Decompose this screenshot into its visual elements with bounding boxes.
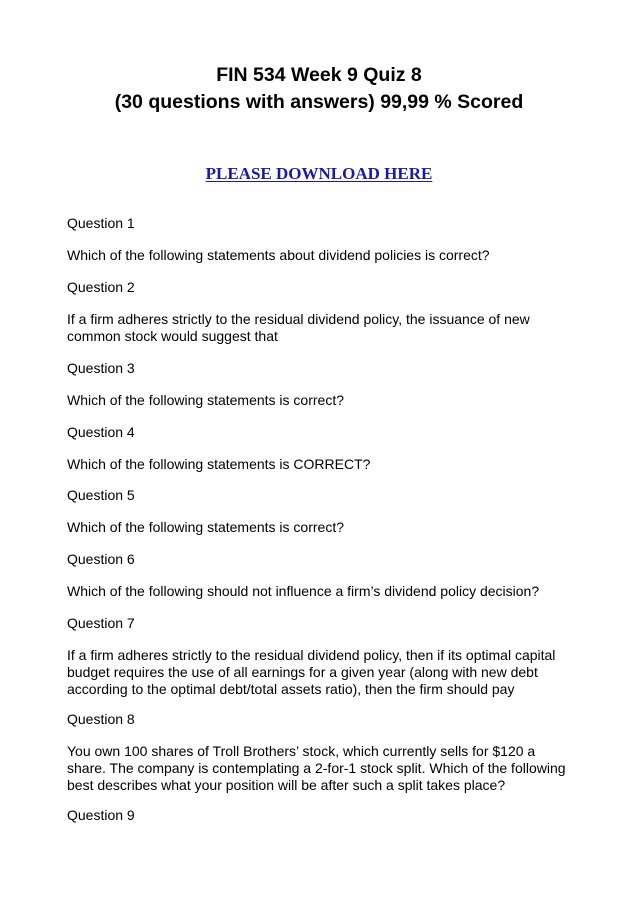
question-6-label: Question 6 [67, 551, 135, 567]
question-1-text-line-1: Which of the following statements about dividend policies is correct? [67, 247, 490, 263]
question-2-text-line-1: If a firm adheres strictly to the residual dividend policy, the issuance of new [67, 311, 530, 327]
question-4-label: Question 4 [67, 424, 135, 440]
question-1-label: Question 1 [67, 215, 135, 231]
question-6-text-line-1: Which of the following should not influence a firm’s dividend policy decision? [67, 583, 540, 599]
question-7-text-line-1: If a firm adheres strictly to the residual dividend policy, then if its optimal capital [67, 647, 556, 663]
download-link-container [0, 163, 638, 185]
question-8-text-line-3: best describes what your position will be after such a split takes place? [67, 777, 506, 793]
question-2-label: Question 2 [67, 279, 135, 295]
question-8-label: Question 8 [67, 711, 135, 727]
question-3-text-line-1: Which of the following statements is correct? [67, 392, 345, 408]
question-5-text-line-1: Which of the following statements is correct? [67, 519, 345, 535]
question-8-text-line-1: You own 100 shares of Troll Brothers’ stock, which currently sells for $120 a [67, 743, 536, 759]
document-title-line-1: FIN 534 Week 9 Quiz 8 [216, 64, 422, 86]
question-7-label: Question 7 [67, 615, 135, 631]
question-8-text-line-2: share. The company is contemplating a 2-for-1 stock split. Which of the following [67, 760, 566, 776]
question-7-text-line-2: budget requires the use of all earnings for a given year (along with new debt [67, 664, 538, 680]
question-3-label: Question 3 [67, 360, 135, 376]
question-9-label: Question 9 [67, 807, 135, 823]
question-2-text-line-2: common stock would suggest that [67, 328, 278, 344]
question-5-label: Question 5 [67, 487, 135, 503]
document-title-line-2: (30 questions with answers) 99,99 % Scored [114, 91, 524, 113]
download-link[interactable]: PLEASE DOWNLOAD HERE [205, 164, 433, 183]
question-7-text-line-3: according to the optimal debt/total assets ratio), then the firm should pay [67, 681, 515, 697]
question-4-text-line-1: Which of the following statements is CORRECT? [67, 456, 371, 472]
